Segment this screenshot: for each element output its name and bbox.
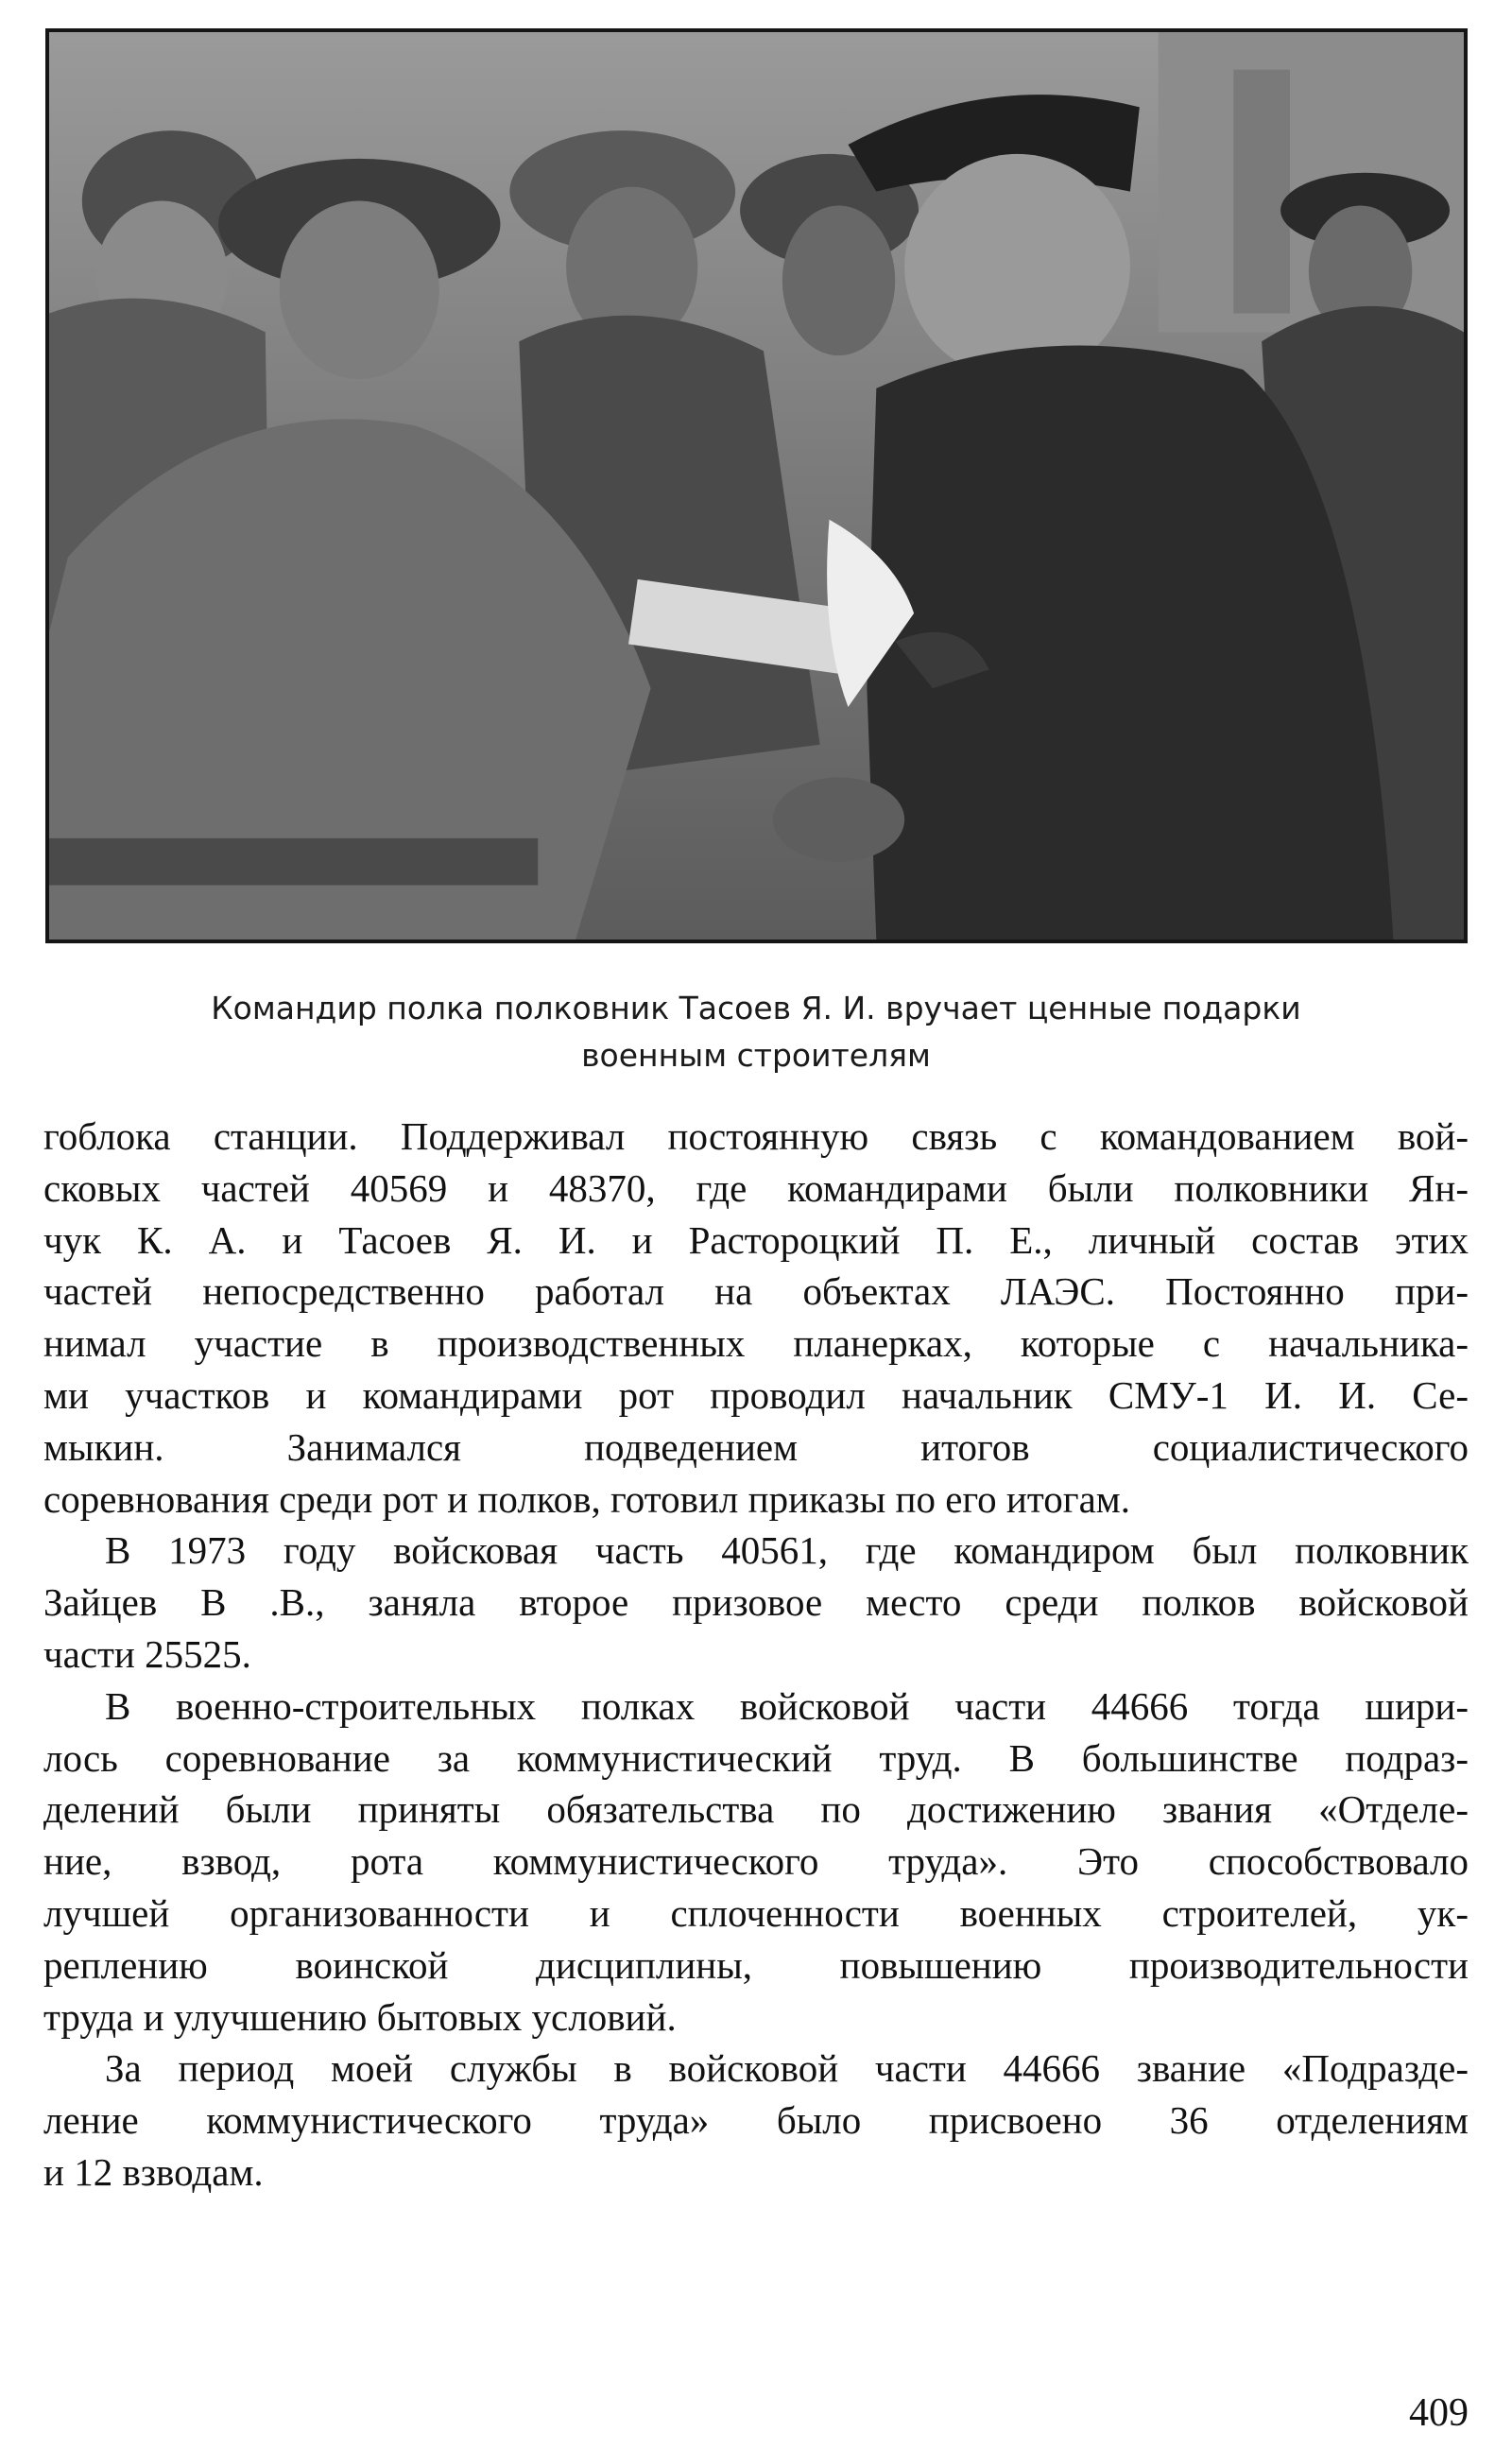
text-line: реплению воинской дисциплины, повышению производительности [43, 1942, 1469, 1987]
text-line: нимал участие в производственных планерках, которые с начальника- [43, 1321, 1469, 1366]
text-line: части 25525. [43, 1631, 251, 1676]
caption-line: Командир полка полковник Тасоев Я. И. вручает ценные подарки [211, 990, 1301, 1026]
text-line: ми участков и командирами рот проводил начальник СМУ-1 И. И. Се- [43, 1372, 1469, 1417]
text-line: ние, взвод, рота коммунистического труда». Это способствовало [43, 1839, 1469, 1884]
award-ceremony-photo [49, 32, 1464, 940]
page-number: 409 [1409, 2391, 1469, 2435]
text-line: За период моей службы в войсковой части 44666 звание «Подразде- [105, 2046, 1469, 2091]
text-line: лось соревнование за коммунистический труд. В большинстве подраз- [43, 1735, 1469, 1780]
text-line: частей непосредственно работал на объектах ЛАЭС. Постоянно при- [43, 1269, 1469, 1314]
photograph [45, 28, 1468, 943]
text-line: ление коммунистического труда» было присвоено 36 отделениям [43, 2098, 1469, 2143]
body-text [43, 1111, 1469, 2199]
text-line: В военно-строительных полках войсковой части 44666 тогда шири- [105, 1683, 1469, 1728]
text-line: делений были приняты обязательства по достижению звания «Отделе- [43, 1787, 1469, 1832]
text-line: чук К. А. и Тасоев Я. И. и Расторoцкий П. Е., личный состав этих [43, 1217, 1469, 1262]
text-line: труда и улучшению бытовых условий. [43, 1994, 677, 2039]
text-line: сковых частей 40569 и 48370, где командирами были полковники Ян- [43, 1165, 1469, 1210]
text-line: Зайцев В .В., заняла второе призовое место среди полков войсковой [43, 1580, 1469, 1625]
text-line: мыкин. Занимался подведением итогов социалистического [43, 1424, 1469, 1469]
caption-line: военным строителям [581, 1037, 931, 1074]
text-line: лучшей организованности и сплоченности военных строителей, ук- [43, 1890, 1469, 1935]
text-line: соревнования среди рот и полков, готовил приказы по его итогам. [43, 1476, 1130, 1521]
photo-caption [57, 985, 1455, 1079]
text-line: и 12 взводам. [43, 2149, 264, 2194]
text-line: В 1973 году войсковая часть 40561, где командиром был полковник [105, 1528, 1469, 1573]
text-line: гоблока станции. Поддерживал постоянную связь с командованием вой- [43, 1114, 1469, 1158]
